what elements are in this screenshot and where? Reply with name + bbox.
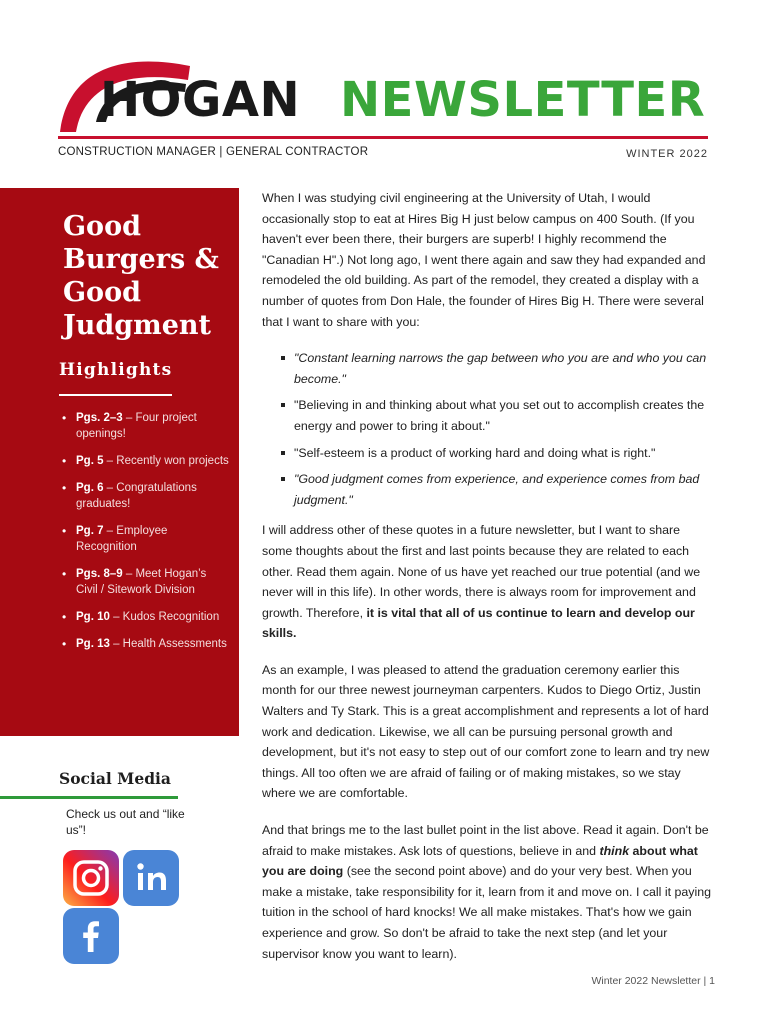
page-footer: Winter 2022 Newsletter | 1 bbox=[591, 975, 715, 987]
quote-item: "Self-esteem is a product of working hard and doing what is right." bbox=[294, 443, 712, 464]
emphasis-text: about what you are doing bbox=[262, 843, 698, 879]
article-paragraph bbox=[262, 520, 712, 644]
highlight-text: – Health Assessments bbox=[109, 638, 227, 650]
highlight-item bbox=[62, 410, 230, 442]
highlight-text: – Employee Recognition bbox=[76, 525, 168, 553]
social-media-text: Check us out and “like us”! bbox=[66, 807, 185, 837]
highlight-item bbox=[62, 453, 230, 469]
issue-label: WINTER 2022 bbox=[626, 148, 708, 160]
highlight-pages: Pg. 6 bbox=[76, 482, 104, 494]
highlight-item bbox=[62, 480, 230, 512]
facebook-icon[interactable] bbox=[63, 908, 119, 964]
highlight-text: – Congratulations graduates! bbox=[76, 482, 197, 510]
instagram-icon[interactable] bbox=[63, 850, 119, 906]
article-paragraph: When I was studying civil engineering at the University of Utah, I would occasionally stop to eat at Hires Big H just below campus on 400 South. (If you haven't ever been there, their burgers are superb! I highly recommend the "Canadian H".) Not long ago, I went there again and saw they had expanded and remodeled the old building. As part of the remodel, they created a display with a number of quotes from Don Hale, the founder of Hires Big H. There were several that I want to share with you: bbox=[262, 191, 706, 329]
article-paragraph bbox=[262, 820, 712, 964]
paragraph-text: (see the second point above) and do your very best. When you make a mistake, take responsibility for it, learn from it and move on. I call it paying tuition in the school of hard knocks! We all make mistakes. That's how we gain experience and grow. So don't be afraid to take the next step (and let your supervisor know you want to learn). bbox=[262, 864, 712, 961]
highlight-item bbox=[62, 636, 230, 652]
highlight-pages: Pgs. 8–9 bbox=[76, 568, 123, 580]
highlight-item bbox=[62, 609, 230, 625]
article-body bbox=[262, 188, 712, 980]
highlights-heading: Highlights bbox=[59, 360, 173, 380]
highlight-pages: Pg. 13 bbox=[76, 638, 110, 650]
paragraph-text: And that brings me to the last bullet point in the list above. Read it again. Don't be afraid to make mistakes. Ask lots of questions, believe in and bbox=[262, 823, 709, 858]
emphasis-think: think bbox=[599, 843, 630, 858]
quote-item: "Good judgment comes from experience, and experience comes from bad judgment." bbox=[294, 469, 712, 510]
highlight-pages: Pg. 10 bbox=[76, 611, 110, 623]
logo-newsletter: NEWSLETTER bbox=[340, 72, 706, 128]
highlight-item bbox=[62, 566, 230, 598]
highlight-pages: Pgs. 2–3 bbox=[76, 412, 123, 424]
highlight-pages: Pg. 7 bbox=[76, 525, 104, 537]
highlight-pages: Pg. 5 bbox=[76, 455, 104, 467]
highlights-list bbox=[62, 410, 230, 663]
social-media-rule bbox=[0, 796, 178, 799]
logo-hogan: HOGAN bbox=[100, 72, 301, 128]
feature-title: Good Burgers & Good Judgment bbox=[63, 211, 219, 341]
linkedin-icon[interactable] bbox=[123, 850, 179, 906]
highlight-text: – Meet Hogan’s Civil / Sitework Division bbox=[76, 568, 207, 596]
sidebar-panel bbox=[0, 188, 239, 736]
highlight-item bbox=[62, 523, 230, 555]
quote-list bbox=[262, 348, 712, 510]
masthead bbox=[0, 0, 770, 170]
header-rule bbox=[58, 136, 708, 139]
emphasis-text: it is vital that all of us continue to learn and develop our skills. bbox=[262, 605, 695, 641]
paragraph-text: I will address other of these quotes in a future newsletter, but I want to share some thoughts about the first and last points because they are related to each other. Read them again. None of us have yet reached our true potential (and we never will in this life). In other words, there is always room for improvement and growth. Therefore, bbox=[262, 523, 701, 620]
company-tagline: CONSTRUCTION MANAGER | GENERAL CONTRACTOR bbox=[58, 146, 369, 158]
highlight-text: – Recently won projects bbox=[103, 455, 229, 467]
highlight-text: – Kudos Recognition bbox=[109, 611, 220, 623]
highlights-rule bbox=[59, 394, 172, 396]
quote-item: "Constant learning narrows the gap between who you are and who you can become." bbox=[294, 348, 712, 389]
highlight-text: – Four project openings! bbox=[76, 412, 197, 440]
quote-item: "Believing in and thinking about what you set out to accomplish creates the energy and power to bring it about." bbox=[294, 395, 712, 436]
article-paragraph: As an example, I was pleased to attend the graduation ceremony earlier this month for our three newest journeyman carpenters. Kudos to Diego Ortiz, Justin Walters and Ty Stark. This is a great accomplishment and represents a lot of hard work and dedication. Likewise, we all can be pursuing personal growth and development, but it's not easy to step out of our comfort zone to learn and try new things. All too often we are afraid of failing or of making mistakes, so we stay where we are comfortable. bbox=[262, 662, 710, 801]
social-media-heading: Social Media bbox=[59, 769, 171, 788]
